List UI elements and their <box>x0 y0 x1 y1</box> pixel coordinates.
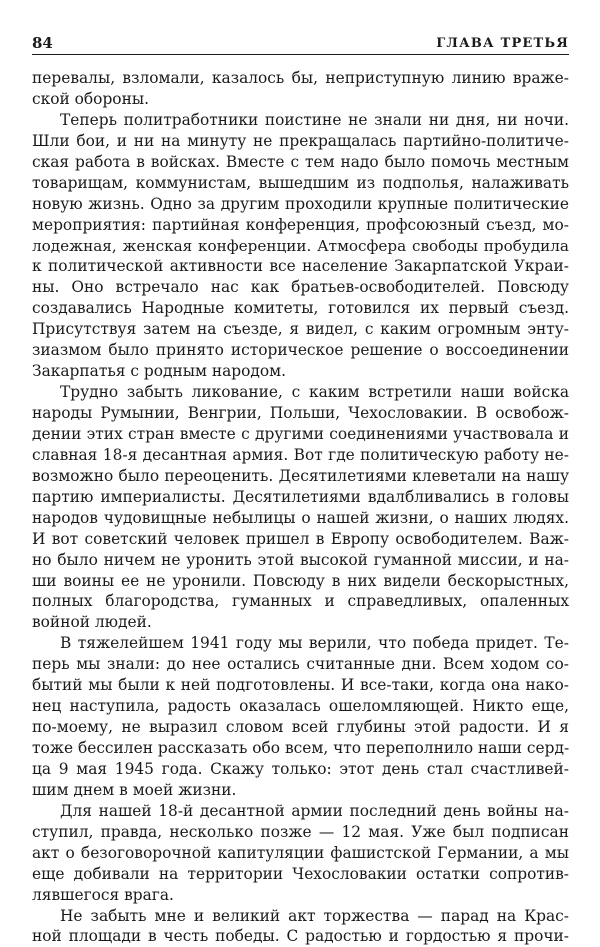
text-line: зиазмом было принято историческое решение о воссоединении <box>32 341 569 360</box>
text-line: шим днем в моей жизни. <box>32 780 237 799</box>
text-line: ны. Оно встречало нас как братьев-освободителей. Повсюду <box>32 278 569 297</box>
text-line: по-моему, не выразил словом всей глубины этой радости. И я <box>32 718 569 737</box>
running-head <box>32 34 569 55</box>
text-line: славная 18-я десантная армия. Вот где политическую работу не- <box>32 445 569 464</box>
text-line: но было ничем не уронить этой высокой гуманной миссии, и на- <box>32 550 569 569</box>
text-line: новую жизнь. Одно за другим проходили крупные политические <box>32 194 569 213</box>
text-line: В тяжелейшем 1941 году мы верили, что победа придет. Те- <box>60 634 569 653</box>
text-line: Присутствуя затем на съезде, я видел, с каким огромным энту- <box>32 320 569 339</box>
text-line: возможно было переоценить. Десятилетиями клеветали на нашу <box>32 466 569 485</box>
text-line: Теперь политработники поистине не знали ни дня, ни ночи. <box>60 110 569 129</box>
text-line: Не забыть мне и великий акт торжества — парад на Крас- <box>60 906 569 925</box>
text-line: перевалы, взломали, казалось бы, неприступную линию враже- <box>32 69 569 87</box>
text-line: акт о безоговорочной капитуляции фашистской Германии, а мы <box>32 843 569 862</box>
text-line: тоже бессилен рассказать обо всем, что переполнило наши серд- <box>32 739 570 757</box>
text-line: бытий мы были к ней подготовлены. И все-таки, когда она нако- <box>32 676 569 695</box>
body-text <box>32 68 569 947</box>
text-line: лодежная, женская конференции. Атмосфера свободы пробудила <box>32 236 569 255</box>
text-line: ская работа в войсках. Вместе с тем надо было помочь местным <box>32 152 569 171</box>
text-line: ступил, правда, несколько позже — 12 мая. Уже был подписан <box>32 822 569 841</box>
text-line: мероприятия: партийная конференция, профсоюзный съезд, мо- <box>32 215 569 234</box>
text-line: полных благородства, гуманных и справедливых, опаленных <box>32 592 569 611</box>
text-line: Трудно забыть ликование, с каким встретили наши войска <box>60 383 569 402</box>
text-line: ной площади в честь победы. С радостью и гордостью я прочи- <box>32 927 569 946</box>
text-line: ца 9 мая 1945 года. Скажу только: этот день стал счастливей- <box>32 759 569 778</box>
text-line: народов чудовищные небылицы о нашей жизни, о наших людях. <box>32 508 569 527</box>
text-line: к политической активности все население Закарпатской Украи- <box>32 257 569 276</box>
text-line: лявшегося врага. <box>32 885 174 904</box>
text-line: создавались Народные комитеты, готовился их первый съезд. <box>32 299 569 318</box>
chapter-title: ГЛАВА ТРЕТЬЯ <box>436 36 569 51</box>
text-line: перь мы знали: до нее остались считанные дни. Всем ходом со- <box>32 655 569 674</box>
text-line: войной людей. <box>32 613 152 632</box>
text-line: товарищам, коммунистам, вышедшим из подполья, налаживать <box>32 173 569 192</box>
page-number: 84 <box>32 34 53 52</box>
text-line: Для нашей 18-й десантной армии последний день войны на- <box>60 801 569 820</box>
text-line: партию империалисты. Десятилетиями вдалбливались в головы <box>32 487 569 506</box>
text-line: ши воины ее не уронили. Повсюду в них видели бескорыстных, <box>32 571 569 590</box>
text-line: И вот советский человек пришел в Европу освободителем. Важ- <box>32 529 569 548</box>
text-line: ской обороны. <box>32 89 149 108</box>
text-line: Закарпатья с родным народом. <box>32 362 286 381</box>
text-line: народы Румынии, Венгрии, Польши, Чехословакии. В освобож- <box>32 404 569 422</box>
text-line: нец наступила, радость оказалась ошеломляющей. Никто еще, <box>32 697 569 716</box>
text-line: Шли бои, и ни на минуту не прекращалась партийно-политиче- <box>32 131 569 150</box>
text-line: еще добивали на территории Чехословакии остатки сопротив- <box>32 864 569 883</box>
text-line: дении этих стран вместе с другими соединениями участвовала и <box>32 424 569 443</box>
